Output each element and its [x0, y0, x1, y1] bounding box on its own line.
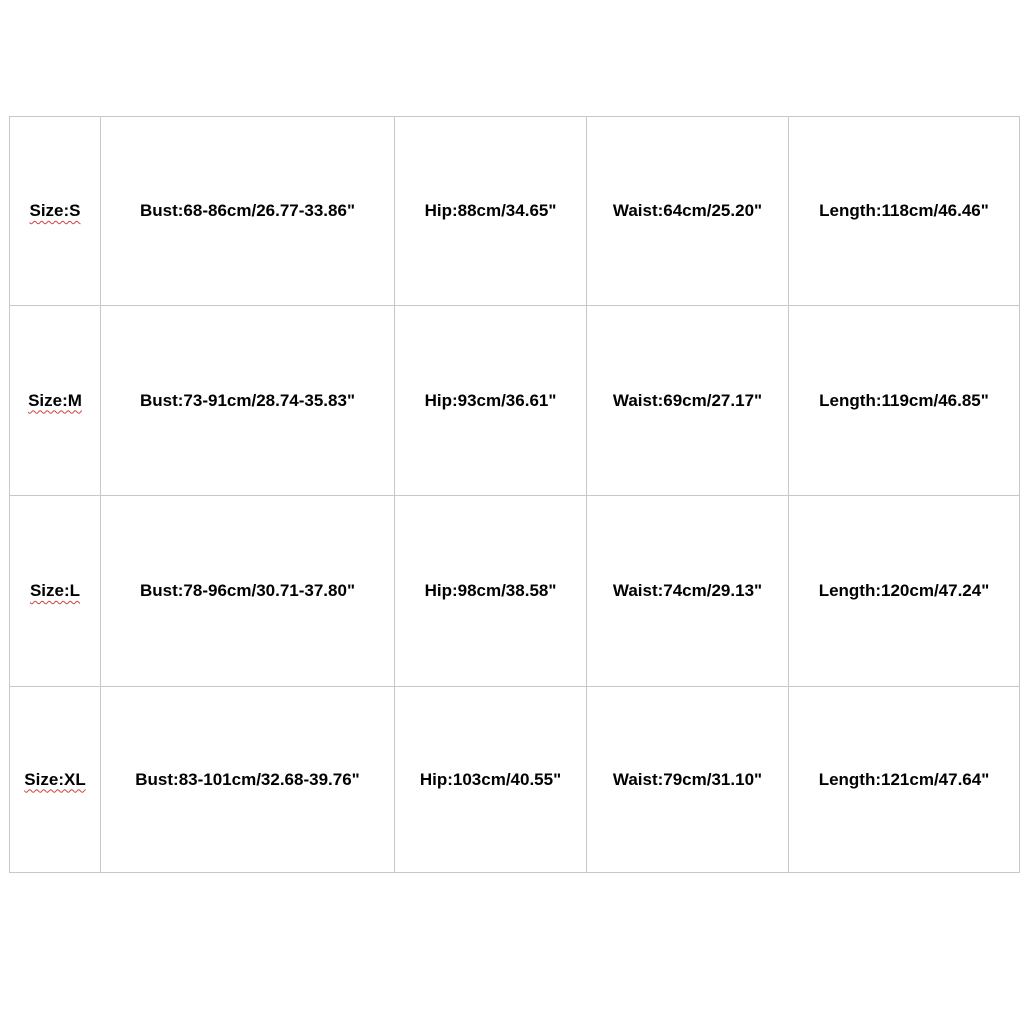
waist-cell: Waist:64cm/25.20": [587, 117, 789, 306]
hip-cell: Hip:98cm/38.58": [395, 496, 587, 687]
bust-cell: Bust:68-86cm/26.77-33.86": [101, 117, 395, 306]
bust-cell: Bust:78-96cm/30.71-37.80": [101, 496, 395, 687]
table-row: [10, 117, 1020, 306]
size-label: Size:XL: [24, 769, 86, 789]
table-row: [10, 687, 1020, 873]
waist-cell: Waist:74cm/29.13": [587, 496, 789, 687]
size-cell: [10, 306, 101, 496]
length-cell: Length:118cm/46.46": [789, 117, 1020, 306]
size-label: Size:S: [29, 201, 81, 220]
bust-cell: Bust:83-101cm/32.68-39.76": [101, 687, 395, 873]
size-cell: [10, 117, 101, 306]
hip-cell: Hip:88cm/34.65": [395, 117, 587, 306]
hip-cell: Hip:93cm/36.61": [395, 306, 587, 496]
length-cell: Length:119cm/46.85": [789, 306, 1020, 496]
hip-cell: Hip:103cm/40.55": [395, 687, 587, 873]
waist-cell: Waist:79cm/31.10": [587, 687, 789, 873]
size-label: Size:L: [29, 581, 81, 600]
table-row: [10, 306, 1020, 496]
size-cell: [10, 687, 101, 873]
size-chart-table: [9, 116, 1020, 873]
length-cell: Length:121cm/47.64": [789, 687, 1020, 873]
bust-cell: Bust:73-91cm/28.74-35.83": [101, 306, 395, 496]
size-label: Size:M: [28, 390, 82, 410]
table-row: [10, 496, 1020, 687]
size-cell: [10, 496, 101, 687]
length-cell: Length:120cm/47.24": [789, 496, 1020, 687]
waist-cell: Waist:69cm/27.17": [587, 306, 789, 496]
